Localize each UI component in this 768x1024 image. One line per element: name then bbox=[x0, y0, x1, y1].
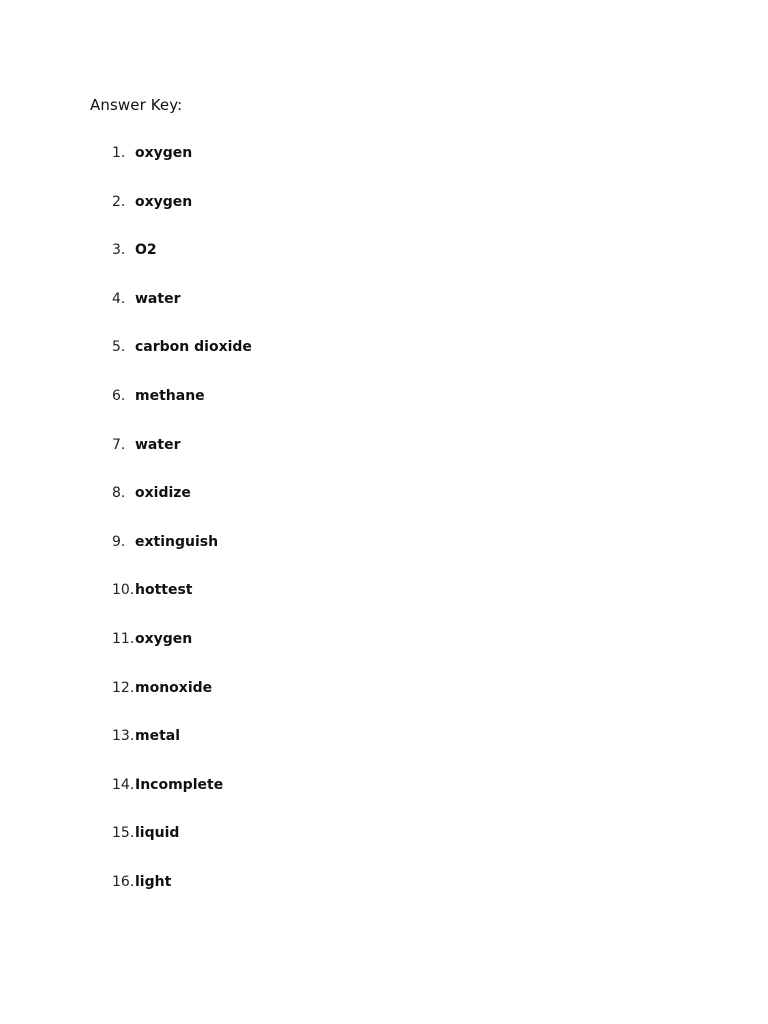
list-item bbox=[0, 145, 400, 194]
item-number: 14. bbox=[112, 776, 135, 793]
item-number: 8. bbox=[112, 485, 126, 502]
list-item bbox=[0, 825, 400, 874]
item-number: 7. bbox=[112, 436, 126, 453]
list-item bbox=[0, 631, 400, 680]
item-number: 6. bbox=[112, 387, 126, 404]
list-item bbox=[0, 874, 400, 923]
item-number: 12. bbox=[112, 679, 135, 696]
item-number: 5. bbox=[112, 339, 126, 356]
item-number: 2. bbox=[112, 193, 126, 210]
item-number: 1. bbox=[112, 145, 126, 161]
item-answer: water bbox=[135, 290, 181, 307]
item-answer: Incomplete bbox=[135, 776, 224, 793]
item-number: 10. bbox=[112, 582, 135, 599]
item-answer: metal bbox=[135, 728, 181, 745]
item-number: 13. bbox=[112, 728, 135, 745]
list-item bbox=[0, 242, 400, 291]
item-number: 15. bbox=[112, 825, 135, 842]
list-item bbox=[0, 582, 400, 631]
item-answer: light bbox=[135, 873, 172, 890]
list-item bbox=[0, 339, 400, 388]
item-answer: methane bbox=[135, 387, 205, 404]
list-item bbox=[0, 437, 400, 486]
item-answer: water bbox=[135, 436, 181, 453]
item-answer: liquid bbox=[135, 825, 180, 842]
item-answer: oxygen bbox=[135, 630, 193, 647]
item-number: 4. bbox=[112, 290, 126, 307]
item-answer: oxygen bbox=[135, 193, 193, 210]
item-answer: carbon dioxide bbox=[135, 339, 252, 356]
list-item bbox=[0, 291, 400, 340]
item-answer: O2 bbox=[135, 242, 157, 259]
answer-list bbox=[0, 145, 400, 923]
item-number: 3. bbox=[112, 242, 126, 259]
item-answer: monoxide bbox=[135, 679, 213, 696]
list-item bbox=[0, 777, 400, 826]
item-number: 16. bbox=[112, 873, 135, 890]
list-item bbox=[0, 194, 400, 243]
list-item bbox=[0, 680, 400, 729]
item-answer: oxidize bbox=[135, 485, 191, 502]
item-number: 11. bbox=[112, 630, 135, 647]
answer-key-heading: Answer Key: bbox=[90, 96, 183, 114]
item-answer: oxygen bbox=[135, 145, 193, 161]
list-item bbox=[0, 388, 400, 437]
item-answer: hottest bbox=[135, 582, 193, 599]
list-item bbox=[0, 485, 400, 534]
item-answer: extinguish bbox=[135, 533, 219, 550]
list-item bbox=[0, 534, 400, 583]
list-item bbox=[0, 728, 400, 777]
item-number: 9. bbox=[112, 533, 126, 550]
